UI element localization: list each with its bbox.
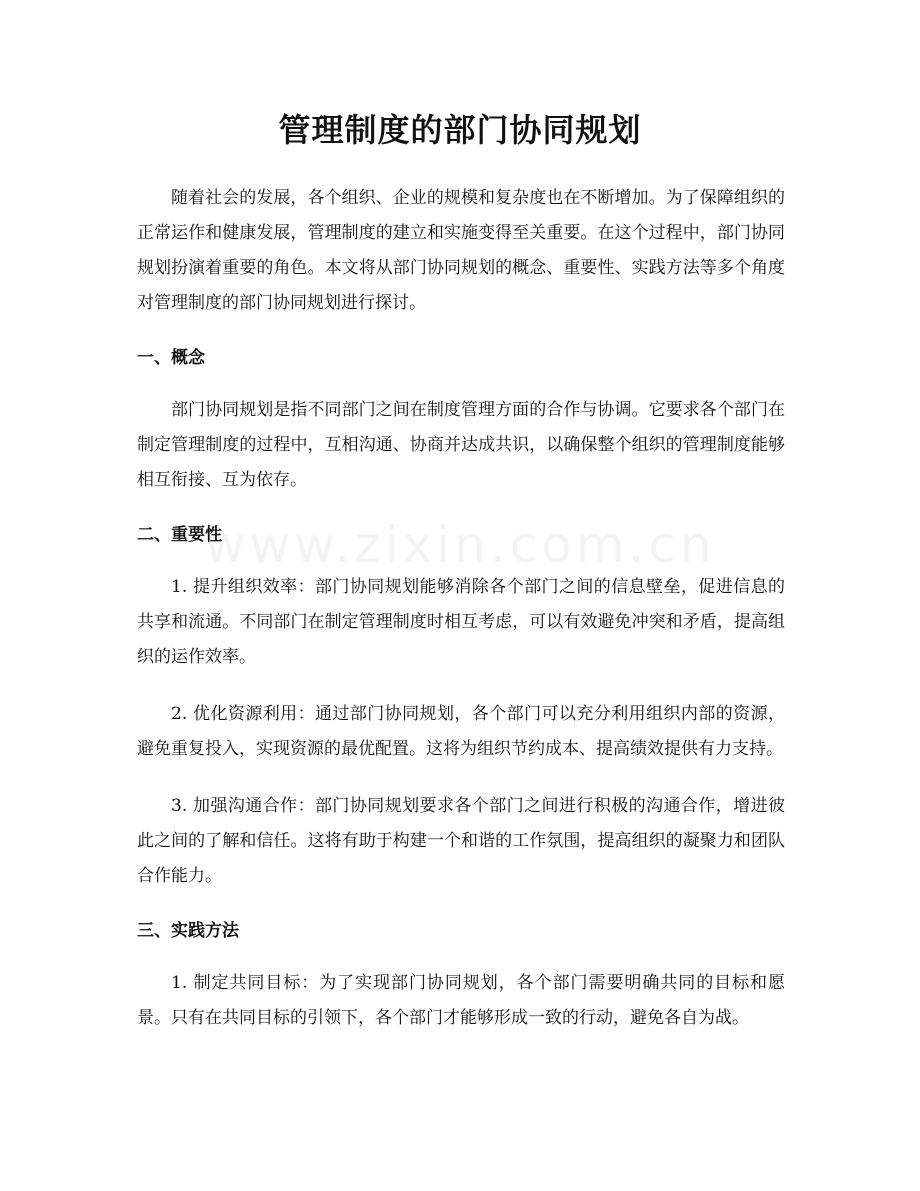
- paragraph: 2. 优化资源利用：通过部门协同规划，各个部门可以充分利用组织内部的资源，避免重复投入，实现资源的最优配置。这将为组织节约成本、提高绩效提供有力支持。: [137, 704, 785, 759]
- document-body: [137, 181, 785, 1058]
- watermark: www.zixin.com.cn: [204, 516, 716, 574]
- paragraph: 部门协同规划是指不同部门之间在制度管理方面的合作与协调。它要求各个部门在制定管理制度的过程中，互相沟通、协商并达成共识，以确保整个组织的管理制度能够相互衔接、互为依存。: [137, 400, 785, 490]
- paragraph: 3. 加强沟通合作：部门协同规划要求各个部门之间进行积极的沟通合作，增进彼此之间的了解和信任。这将有助于构建一个和谐的工作氛围，提高组织的凝聚力和团队合作能力。: [137, 796, 785, 886]
- section-heading: 一、概念: [137, 348, 205, 368]
- section-heading: 二、重要性: [137, 525, 222, 545]
- section-heading: 三、实践方法: [137, 921, 239, 941]
- paragraph: 随着社会的发展，各个组织、企业的规模和复杂度也在不断增加。为了保障组织的正常运作和健康发展，管理制度的建立和实施变得至关重要。在这个过程中，部门协同规划扮演着重要的角色。本文将从部门协同规划的概念、重要性、实践方法等多个角度对管理制度的部门协同规划进行探讨。: [137, 188, 785, 313]
- document-title: 管理制度的部门协同规划: [278, 111, 642, 149]
- paragraph: 1. 提升组织效率：部门协同规划能够消除各个部门之间的信息壁垒，促进信息的共享和流通。不同部门在制定管理制度时相互考虑，可以有效避免冲突和矛盾，提高组织的运作效率。: [137, 577, 785, 667]
- paragraph: 1. 制定共同目标：为了实现部门协同规划，各个部门需要明确共同的目标和愿景。只有在共同目标的引领下，各个部门才能够形成一致的行动，避免各自为战。: [137, 973, 785, 1028]
